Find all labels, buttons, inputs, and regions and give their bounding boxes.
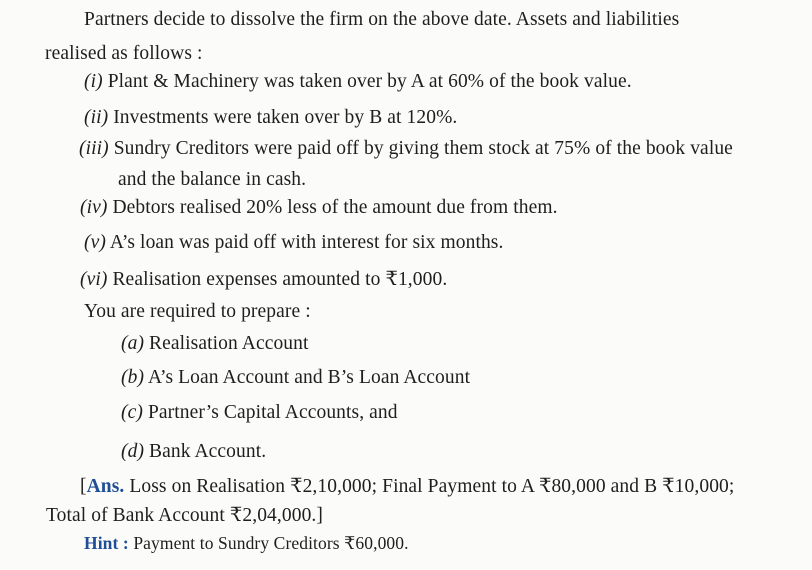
- list-item: [80, 196, 558, 220]
- hint-text: Payment to Sundry Creditors ₹60,000.: [133, 533, 409, 553]
- answer-line-1: [80, 475, 734, 499]
- hint-line: [84, 531, 409, 555]
- required-part: [121, 332, 309, 356]
- list-item: [84, 231, 503, 255]
- list-item: [79, 137, 733, 161]
- required-part: [121, 440, 266, 464]
- answer-line-2: Total of Bank Account ₹2,04,000.]: [46, 505, 324, 526]
- item-text: A’s loan was paid off with interest for six months.: [109, 232, 504, 253]
- intro-line-1: Partners decide to dissolve the firm on the above date. Assets and liabilities: [84, 9, 680, 30]
- item-text: Realisation expenses amounted to ₹1,000.: [112, 269, 448, 290]
- answer-bracket: [: [80, 476, 87, 497]
- required-part: [121, 401, 398, 425]
- item-number: (v): [84, 232, 106, 253]
- item-number: (iii): [79, 138, 109, 159]
- part-text: Realisation Account: [149, 333, 309, 354]
- part-text: A’s Loan Account and B’s Loan Account: [147, 367, 471, 388]
- part-letter: (a): [121, 333, 145, 354]
- list-item: [84, 70, 632, 94]
- list-item-continuation: and the balance in cash.: [118, 169, 307, 190]
- answer-label: Ans.: [86, 476, 125, 497]
- item-number: (iv): [80, 197, 108, 218]
- item-text: Debtors realised 20% less of the amount due from them.: [112, 197, 558, 218]
- part-letter: (d): [121, 441, 145, 462]
- required-heading: You are required to prepare :: [84, 301, 311, 322]
- list-item: [84, 106, 457, 130]
- item-text: Investments were taken over by B at 120%.: [113, 107, 458, 128]
- item-number: (vi): [80, 269, 108, 290]
- list-item: [80, 268, 447, 292]
- item-text: Plant & Machinery was taken over by A at 60% of the book value.: [107, 71, 632, 92]
- required-part: [121, 366, 470, 390]
- answer-text: Loss on Realisation ₹2,10,000; Final Payment to A ₹80,000 and B ₹10,000;: [129, 476, 735, 497]
- item-number: (i): [84, 71, 103, 92]
- part-text: Partner’s Capital Accounts, and: [147, 402, 398, 423]
- intro-line-2: realised as follows :: [45, 43, 203, 64]
- item-text: Sundry Creditors were paid off by giving them stock at 75% of the book value: [113, 138, 733, 159]
- part-letter: (b): [121, 367, 145, 388]
- item-number: (ii): [84, 107, 109, 128]
- hint-label: Hint :: [84, 533, 129, 553]
- part-letter: (c): [121, 402, 143, 423]
- part-text: Bank Account.: [149, 441, 267, 462]
